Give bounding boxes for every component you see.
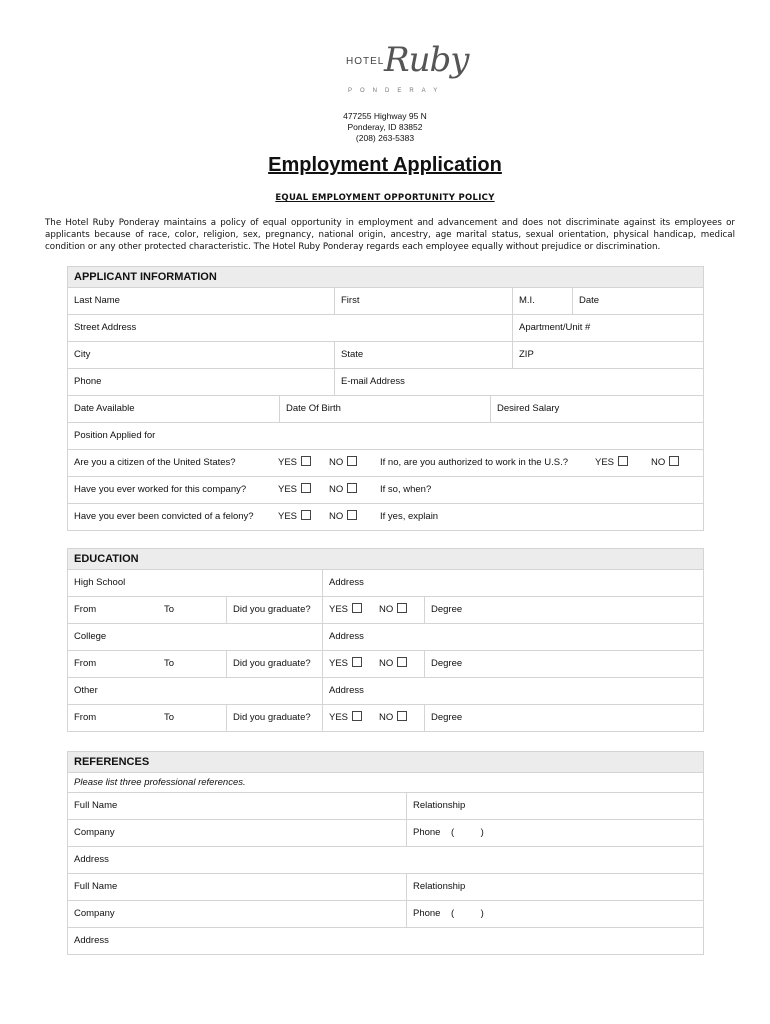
citizen-no-label: NO (329, 457, 344, 468)
graduate-yes-label: YES (329, 604, 349, 615)
citizen-no[interactable] (323, 450, 373, 476)
checkbox[interactable] (397, 711, 407, 721)
high-school-field[interactable]: High School (74, 577, 126, 588)
contact-row (68, 369, 703, 396)
authorized-no[interactable] (645, 450, 695, 476)
page-title: Employment Application (268, 154, 502, 176)
felony-question: Have you ever been convicted of a felony? (74, 511, 254, 522)
full-name-field[interactable]: Full Name (74, 800, 118, 811)
felony-yes[interactable] (272, 504, 322, 530)
checkbox[interactable] (352, 711, 362, 721)
first-name-field[interactable]: First (334, 288, 512, 314)
phone-area-code: ( ) (451, 827, 484, 838)
phone-field[interactable] (406, 820, 703, 846)
date-available-field[interactable]: Date Available (74, 403, 135, 414)
relationship-field[interactable]: Relationship (406, 874, 703, 900)
college-field[interactable]: College (74, 631, 107, 642)
graduate-no[interactable] (373, 705, 423, 731)
citizen-row (68, 450, 703, 477)
logo-hotel-text: HOTEL (346, 56, 385, 67)
address-field[interactable]: Address (74, 854, 109, 865)
zip-field[interactable]: ZIP (512, 342, 703, 368)
date-of-birth-field[interactable]: Date Of Birth (279, 396, 490, 422)
felony-explain-field[interactable]: If yes, explain (380, 511, 439, 522)
position-row (68, 423, 703, 450)
graduate-question: Did you graduate? (226, 705, 322, 731)
desired-salary-field[interactable]: Desired Salary (490, 396, 703, 422)
graduate-yes[interactable] (322, 705, 372, 731)
college-row (68, 624, 703, 651)
references-heading: REFERENCES (68, 752, 703, 773)
company-field[interactable]: Company (74, 827, 115, 838)
phone-area-code: ( ) (451, 908, 484, 919)
reference-1-company-row (68, 820, 703, 847)
hotel-logo (342, 40, 469, 104)
city-row (68, 342, 703, 369)
other-school-field[interactable]: Other (74, 685, 98, 696)
reference-2-company-row (68, 901, 703, 928)
graduate-no-label: NO (379, 712, 394, 723)
applicant-heading: APPLICANT INFORMATION (68, 267, 703, 288)
graduate-yes-label: YES (329, 712, 349, 723)
applicant-section (67, 266, 704, 531)
graduate-yes[interactable] (322, 651, 372, 677)
worked-yes-label: YES (278, 484, 298, 495)
citizen-question: Are you a citizen of the United States? (74, 457, 236, 468)
other-address-field[interactable]: Address (322, 678, 703, 704)
from-field[interactable]: From (74, 712, 97, 723)
from-field[interactable]: From (74, 604, 97, 615)
checkbox[interactable] (301, 510, 311, 520)
checkbox[interactable] (352, 603, 362, 613)
authorized-yes-label: YES (595, 457, 615, 468)
to-field[interactable]: To (164, 658, 175, 669)
education-section (67, 548, 704, 732)
email-field[interactable]: E-mail Address (334, 369, 703, 395)
name-row (68, 288, 703, 315)
phone-field[interactable] (406, 901, 703, 927)
high-school-address-field[interactable]: Address (322, 570, 703, 596)
graduate-yes[interactable] (322, 597, 372, 623)
state-field[interactable]: State (334, 342, 512, 368)
reference-1-name-row (68, 793, 703, 820)
phone-field[interactable]: Phone (74, 376, 102, 387)
date-field[interactable]: Date (572, 288, 703, 314)
logo-ponderay-text: PONDERAY (348, 88, 446, 94)
checkbox[interactable] (352, 657, 362, 667)
references-section (67, 751, 704, 955)
address-line2: Ponderay, ID 83852 (347, 122, 423, 132)
from-field[interactable]: From (74, 658, 97, 669)
checkbox[interactable] (397, 657, 407, 667)
checkbox[interactable] (301, 456, 311, 466)
address-line1: 477255 Highway 95 N (343, 111, 427, 121)
citizen-yes-label: YES (278, 457, 298, 468)
graduate-yes-label: YES (329, 658, 349, 669)
other-dates-row (68, 705, 703, 731)
degree-field[interactable]: Degree (424, 597, 703, 623)
authorized-question: If no, are you authorized to work in the U.S.? (380, 457, 568, 468)
graduate-question: Did you graduate? (226, 597, 322, 623)
policy-heading: EQUAL EMPLOYMENT OPPORTUNITY POLICY (275, 193, 495, 203)
graduate-no[interactable] (373, 651, 423, 677)
graduate-no-label: NO (379, 604, 394, 615)
street-address-field[interactable]: Street Address (74, 322, 137, 333)
to-field[interactable]: To (164, 712, 175, 723)
authorized-yes[interactable] (589, 450, 639, 476)
authorized-no-label: NO (651, 457, 666, 468)
worked-question: Have you ever worked for this company? (74, 484, 247, 495)
college-address-field[interactable]: Address (322, 624, 703, 650)
mi-field[interactable]: M.I. (512, 288, 572, 314)
worked-when-field[interactable]: If so, when? (380, 484, 432, 495)
street-row (68, 315, 703, 342)
full-name-field[interactable]: Full Name (74, 881, 118, 892)
worked-no-label: NO (329, 484, 344, 495)
graduate-no-label: NO (379, 658, 394, 669)
to-field[interactable]: To (164, 604, 175, 615)
degree-field[interactable]: Degree (424, 651, 703, 677)
phone-label: Phone (413, 908, 441, 919)
other-row (68, 678, 703, 705)
high-school-row (68, 570, 703, 597)
felony-no-label: NO (329, 511, 344, 522)
checkbox[interactable] (618, 456, 628, 466)
felony-yes-label: YES (278, 511, 298, 522)
citizen-yes[interactable] (272, 450, 322, 476)
checkbox[interactable] (397, 603, 407, 613)
logo-ruby-text: Ruby (384, 40, 469, 80)
checkbox[interactable] (301, 483, 311, 493)
apartment-field[interactable]: Apartment/Unit # (512, 315, 703, 341)
last-name-field[interactable]: Last Name (74, 295, 120, 306)
high-school-dates-row (68, 597, 703, 624)
address-phone: (208) 263-5383 (355, 133, 415, 143)
worked-no[interactable] (323, 477, 373, 503)
address-field[interactable]: Address (74, 935, 109, 946)
reference-2-name-row (68, 874, 703, 901)
checkbox[interactable] (669, 456, 679, 466)
company-field[interactable]: Company (74, 908, 115, 919)
checkbox[interactable] (347, 510, 357, 520)
position-field[interactable]: Position Applied for (74, 430, 156, 441)
felony-no[interactable] (323, 504, 373, 530)
policy-text: The Hotel Ruby Ponderay maintains a policy of equal opportunity in employment and advancement and does not discriminate against its employees or applicants because of race, color, religion, sex, pregnancy, national origin, ancestry, age marital status, sexual orientation, physical handicap, medical condition or any other protected characteristic. The Hotel Ruby Ponderay regards each employee equally without prejudice or discrimination. (45, 218, 735, 252)
college-dates-row (68, 651, 703, 678)
references-note: Please list three professional references. (74, 777, 246, 788)
city-field[interactable]: City (74, 349, 91, 360)
felony-row (68, 504, 703, 530)
phone-label: Phone (413, 827, 441, 838)
availability-row (68, 396, 703, 423)
degree-field[interactable]: Degree (424, 705, 703, 731)
worked-row (68, 477, 703, 504)
references-note-row (68, 773, 703, 793)
graduate-question: Did you graduate? (226, 651, 322, 677)
education-heading: EDUCATION (68, 549, 703, 570)
reference-1-address-row (68, 847, 703, 874)
reference-2-address-row (68, 928, 703, 954)
checkbox[interactable] (347, 483, 357, 493)
checkbox[interactable] (347, 456, 357, 466)
graduate-no[interactable] (373, 597, 423, 623)
worked-yes[interactable] (272, 477, 322, 503)
relationship-field[interactable]: Relationship (406, 793, 703, 819)
